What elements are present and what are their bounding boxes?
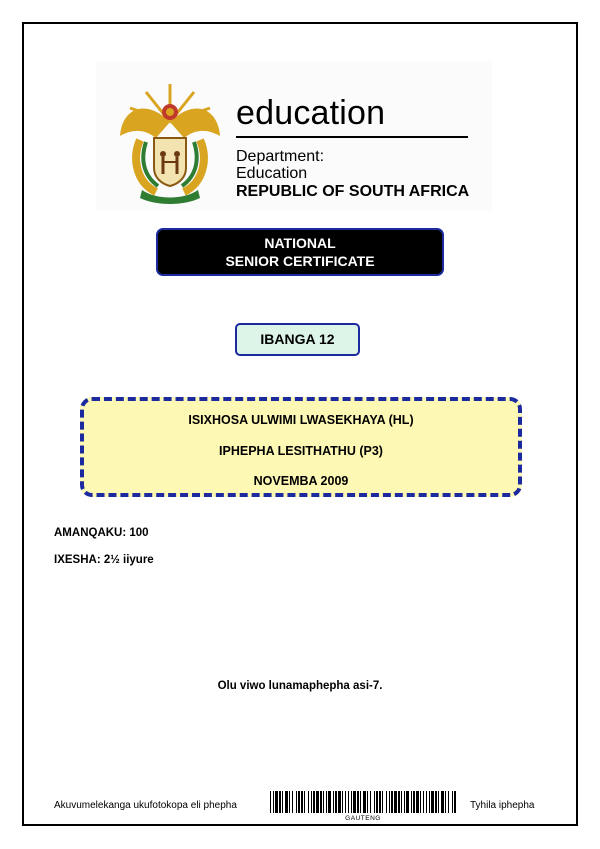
subject-box [80, 397, 522, 497]
south-africa-coat-of-arms-icon [116, 78, 224, 206]
brand-word: education [236, 94, 386, 132]
marks-info: AMANQAKU: 100 [54, 527, 149, 539]
copy-warning: Akuvumelekanga ukufotokopa eli phepha [54, 800, 237, 811]
time-info: IXESHA: 2½ iiyure [54, 554, 154, 566]
certificate-banner [156, 228, 444, 276]
department-header [96, 62, 492, 210]
paper-number: IPHEPHA LESITHATHU (P3) [219, 444, 383, 458]
grade-box: IBANGA 12 [235, 323, 360, 356]
certificate-line-2: SENIOR CERTIFICATE [225, 253, 375, 269]
exam-date: NOVEMBA 2009 [253, 474, 349, 488]
department-name: Education [236, 165, 308, 182]
certificate-line-1: NATIONAL [264, 235, 336, 251]
page-count-note: Olu viwo lunamaphepha asi-7. [217, 680, 383, 692]
department-label: Department: [236, 148, 325, 165]
brand-rule [236, 136, 468, 138]
barcode-label: GAUTENG [345, 815, 381, 822]
subject-title: ISIXHOSA ULWIMI LWASEKHAYA (HL) [188, 413, 414, 427]
turn-page-note: Tyhila iphepha [470, 800, 535, 811]
country-name: REPUBLIC OF SOUTH AFRICA [236, 183, 470, 200]
